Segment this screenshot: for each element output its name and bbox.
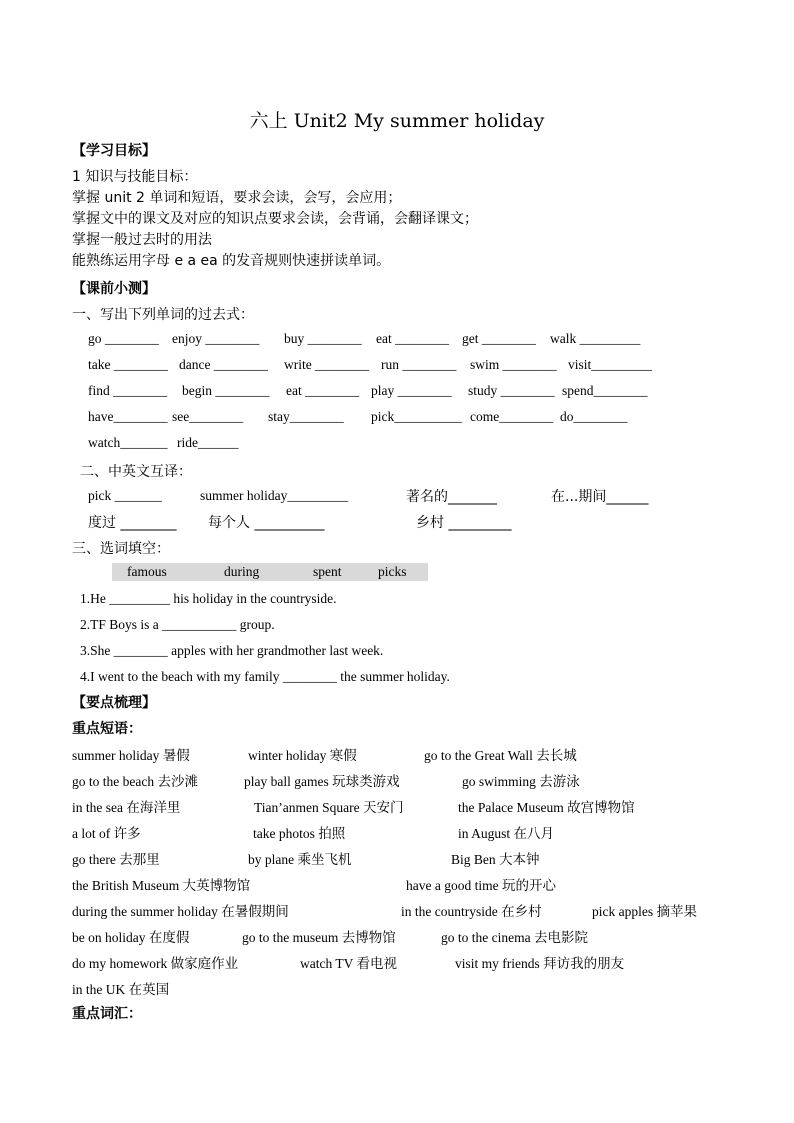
phrase-item: go to the beach 去沙滩 xyxy=(72,774,198,789)
section-keypoints-heading: 【要点梳理】 xyxy=(72,695,156,711)
q2-item: summer holiday_________ xyxy=(200,488,349,503)
q1-item: dance ________ xyxy=(179,357,268,372)
q1-heading: 一、写出下列单词的过去式： xyxy=(72,307,254,323)
phrase-item: do my homework 做家庭作业 xyxy=(72,956,239,971)
phrase-item: the British Museum 大英博物馆 xyxy=(72,878,251,893)
page-title: 六上 Unit2 My summer holiday xyxy=(249,110,545,132)
phrase-item: Tian’anmen Square 天安门 xyxy=(254,800,404,815)
q1-item: take ________ xyxy=(88,357,168,372)
goal-line: 1 知识与技能目标： xyxy=(72,169,198,185)
phrase-item: go swimming 去游泳 xyxy=(462,774,580,789)
q3-sentence: 2.TF Boys is a ___________ group. xyxy=(80,617,275,632)
q1-item: watch_______ xyxy=(88,435,168,450)
phrase-item: in August 在八月 xyxy=(458,826,555,841)
q2-item: 乡村 _________ xyxy=(416,515,512,531)
q1-item: get ________ xyxy=(462,331,536,346)
phrase-item: by plane 乘坐飞机 xyxy=(248,852,352,867)
q1-item: buy ________ xyxy=(284,331,362,346)
phrase-item: winter holiday 寒假 xyxy=(248,748,357,763)
phrase-item: go to the Great Wall 去长城 xyxy=(424,748,577,763)
phrase-item: pick apples 摘苹果 xyxy=(592,904,697,919)
phrase-item: during the summer holiday 在暑假期间 xyxy=(72,904,289,919)
phrase-item: take photos 拍照 xyxy=(253,826,346,841)
phrases-heading: 重点短语： xyxy=(72,721,142,737)
q2-item: pick _______ xyxy=(88,488,162,503)
phrase-item: have a good time 玩的开心 xyxy=(406,878,556,893)
q3-sentence: 1.He _________ his holiday in the countryside. xyxy=(80,591,337,606)
q1-item: write ________ xyxy=(284,357,370,372)
q2-item: 著名的_______ xyxy=(406,489,497,505)
phrase-item: visit my friends 拜访我的朋友 xyxy=(455,956,625,971)
q1-item: stay________ xyxy=(268,409,344,424)
q1-item: play ________ xyxy=(371,383,452,398)
word-bank-item: picks xyxy=(378,564,407,579)
section-goals-heading: 【学习目标】 xyxy=(72,143,156,159)
phrase-item: in the countryside 在乡村 xyxy=(401,904,542,919)
q3-sentence: 3.She ________ apples with her grandmother last week. xyxy=(80,643,384,658)
phrase-item: a lot of 许多 xyxy=(72,826,141,841)
q2-heading: 二、中英文互译： xyxy=(80,464,192,480)
q1-item: do________ xyxy=(560,409,628,424)
phrase-item: watch TV 看电视 xyxy=(300,956,397,971)
phrase-item: in the sea 在海洋里 xyxy=(72,800,181,815)
q1-item: have________ xyxy=(88,409,168,424)
phrase-item: in the UK 在英国 xyxy=(72,982,170,997)
goal-line: 掌握文中的课文及对应的知识点要求会读，会背诵，会翻译课文； xyxy=(72,211,478,227)
word-bank xyxy=(112,563,428,581)
q1-item: run ________ xyxy=(381,357,457,372)
q1-item: walk _________ xyxy=(550,331,641,346)
q1-item: go ________ xyxy=(88,331,159,346)
q1-item: swim ________ xyxy=(470,357,557,372)
word-bank-item: during xyxy=(224,564,260,579)
q1-item: eat ________ xyxy=(286,383,360,398)
q1-item: enjoy ________ xyxy=(172,331,260,346)
q1-item: see________ xyxy=(172,409,244,424)
phrase-item: be on holiday 在度假 xyxy=(72,930,190,945)
phrase-item: Big Ben 大本钟 xyxy=(451,852,540,867)
phrase-item: go to the museum 去博物馆 xyxy=(242,930,396,945)
q2-item: 每个人 __________ xyxy=(208,515,325,531)
vocab-heading: 重点词汇： xyxy=(72,1006,142,1022)
q1-item: come________ xyxy=(470,409,554,424)
phrase-item: go there 去那里 xyxy=(72,852,160,867)
q3-heading: 三、选词填空： xyxy=(72,541,170,557)
phrase-item: summer holiday 暑假 xyxy=(72,748,190,763)
q1-item: pick__________ xyxy=(371,409,462,424)
goal-line: 掌握一般过去时的用法 xyxy=(72,232,212,248)
q2-item: 度过 ________ xyxy=(88,515,177,531)
q1-item: ride______ xyxy=(177,435,239,450)
phrase-item: go to the cinema 去电影院 xyxy=(441,930,588,945)
word-bank-item: famous xyxy=(127,564,167,579)
q1-item: begin ________ xyxy=(182,383,270,398)
q1-item: visit_________ xyxy=(568,357,653,372)
q1-item: spend________ xyxy=(562,383,648,398)
phrase-item: the Palace Museum 故宫博物馆 xyxy=(458,800,635,815)
q1-item: study ________ xyxy=(468,383,555,398)
goal-line: 能熟练运用字母 e a ea 的发音规则快速拼读单词。 xyxy=(72,253,391,269)
q1-item: eat ________ xyxy=(376,331,450,346)
goal-line: 掌握 unit 2 单词和短语，要求会读，会写，会应用； xyxy=(72,190,402,206)
q3-sentence: 4.I went to the beach with my family ________ the summer holiday. xyxy=(80,669,450,684)
phrase-item: play ball games 玩球类游戏 xyxy=(244,774,400,789)
q2-item: 在...期间______ xyxy=(551,489,649,505)
section-pretest-heading: 【课前小测】 xyxy=(72,281,156,297)
q1-item: find ________ xyxy=(88,383,168,398)
word-bank-item: spent xyxy=(313,564,342,579)
